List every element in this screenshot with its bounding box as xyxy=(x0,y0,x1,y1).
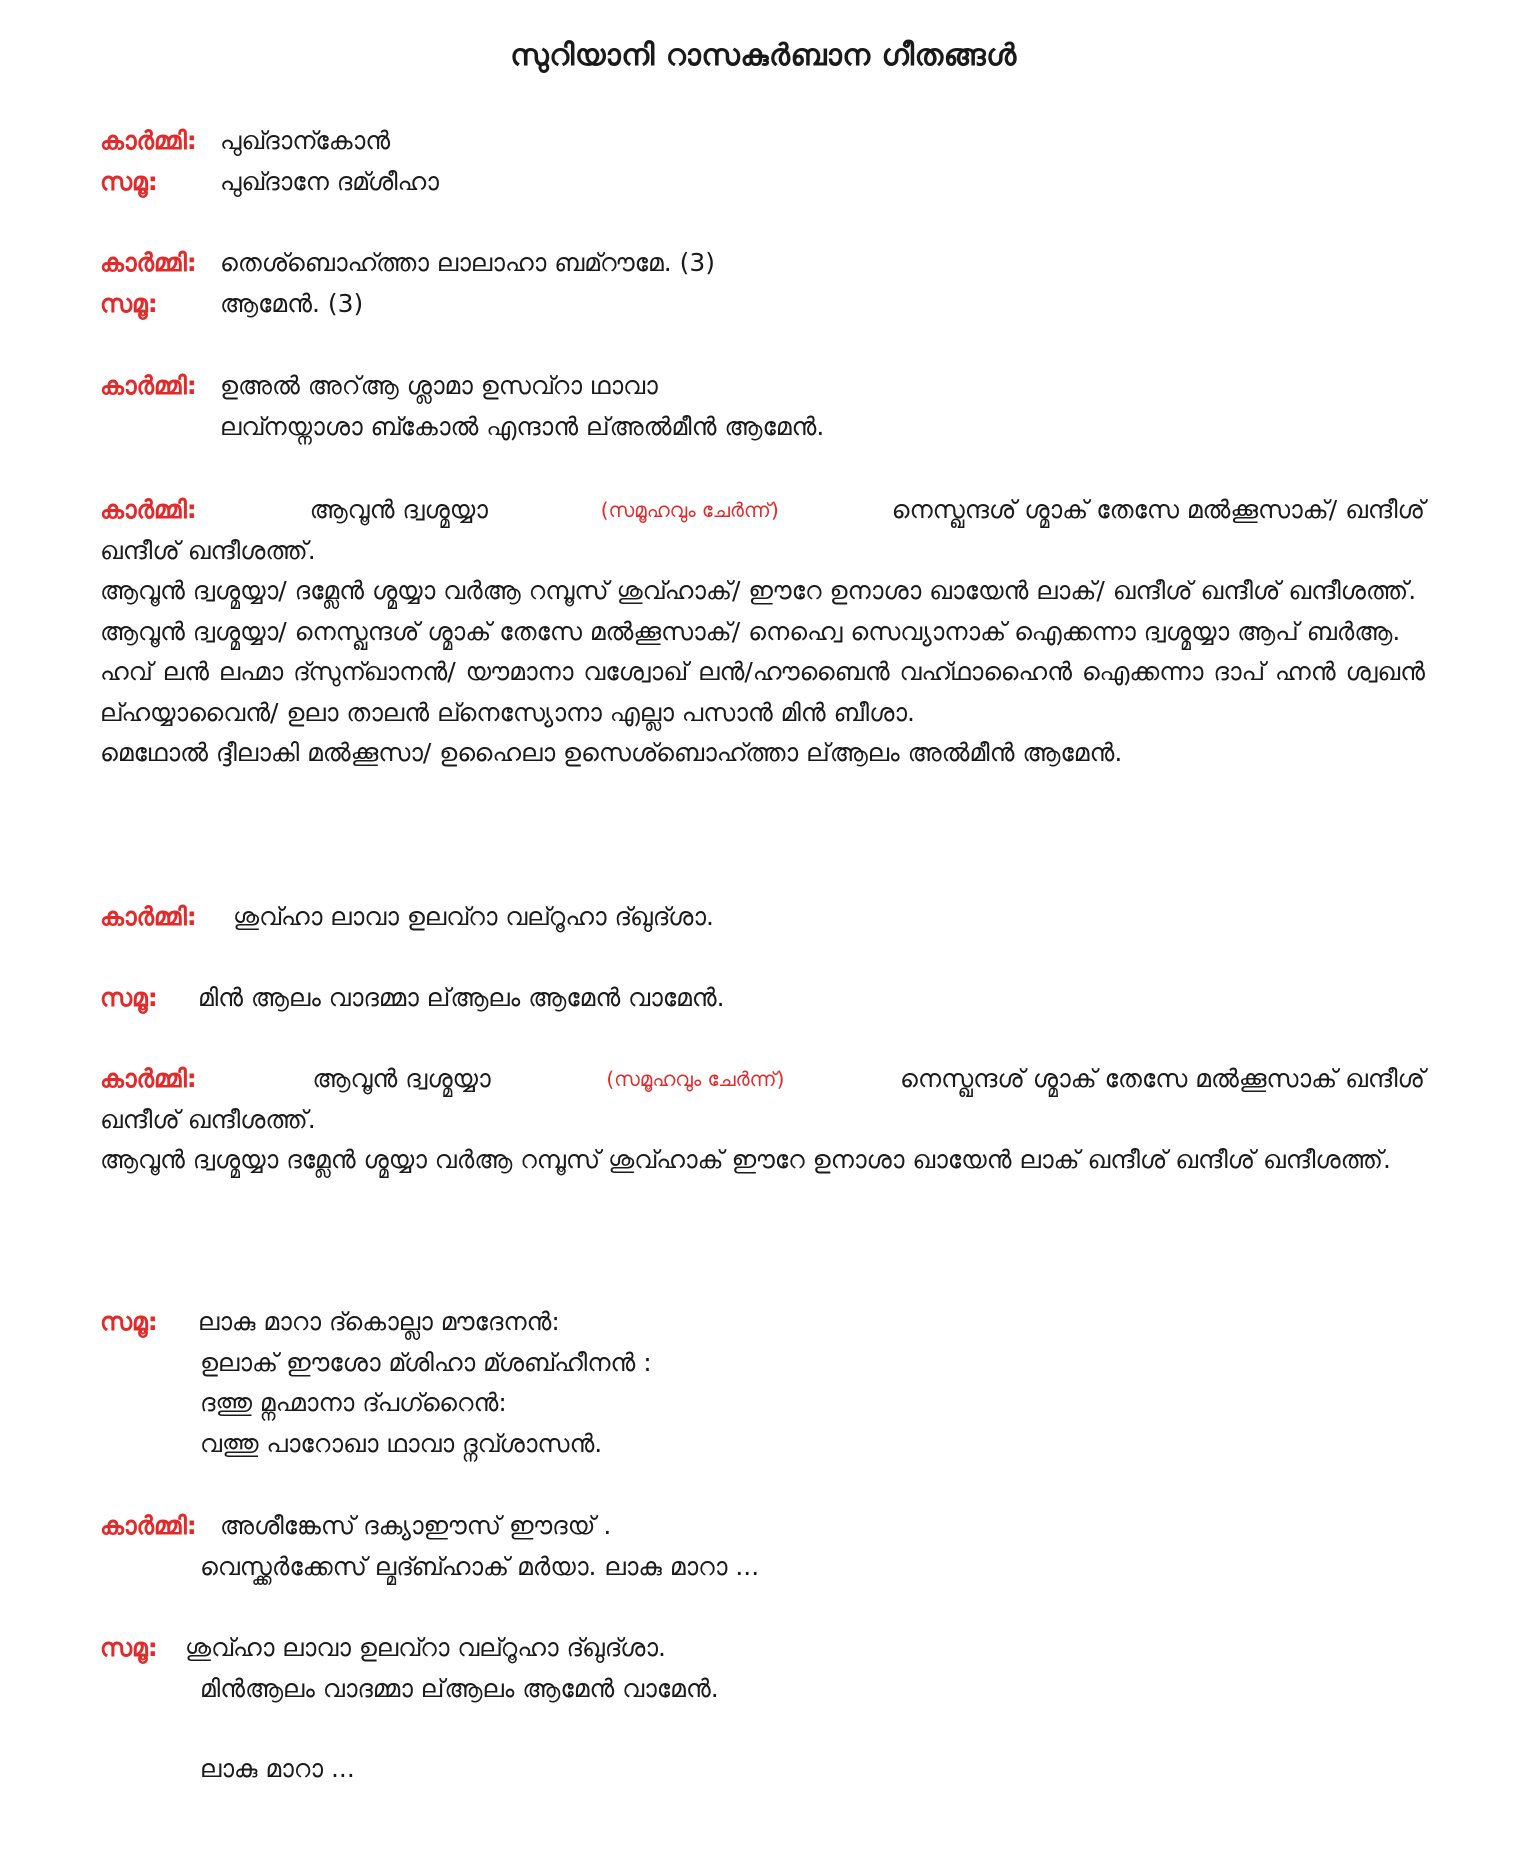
priest-text: ശുവ്ഹാ ലാവാ ഉലവ്റാ വല്റൂഹാ ദ്ഖുദ്ശാ. xyxy=(233,902,714,931)
priest-text: തെശ്ബൊഹ്ത്താ ലാലാഹാ ബമ്റൗമേ. (3) xyxy=(220,248,716,277)
speaker-congregation-label: സമൂ: xyxy=(100,1307,158,1336)
congregation-text-continued: ഉലാക് ഈശോ മ്ശിഹാ മ്ശബ്ഹീനൻ : xyxy=(200,1347,652,1377)
hymn-text: ഖന്ദീശ് ഖന്ദീശത്ത്. xyxy=(100,535,316,565)
section-9 xyxy=(100,1506,1425,1587)
hymn-text: നെസ്ഖന്ദശ് ശ്മാക് തേസേ മൽക്കൂസാക്/ ഖന്ദീശ് xyxy=(891,495,1425,524)
section-6 xyxy=(100,978,1425,1019)
hymn-paragraph: മെഥോൽ ദ്ദീലാകി മൽക്കൂസാ/ ഉഹൈലാ ഉസെശ്ബൊഹ്ത്താ ല്ആലം അൽമീൻ ആമേൻ. xyxy=(100,738,1123,767)
section-2 xyxy=(100,243,1425,324)
speaker-congregation-label: സമൂ: xyxy=(100,983,158,1012)
section-3 xyxy=(100,366,1425,447)
congregation-line xyxy=(100,284,1425,325)
congregation-text: പുഖ്ദാനേ ദമ്ശീഹാ xyxy=(220,166,439,196)
hymn-paragraph: ആവൂൻ ദ്വശ്മയ്യാ/ നെസ്ഖന്ദശ് ശ്മാക് തേസേ മൽക്കൂസാക്/ നെഹ്വെ സെവ്യാനാക് ഐക്കന്നാ ദ്വശ്മയ്യാ ആപ് ബർആ. xyxy=(100,616,1401,646)
priest-line xyxy=(100,243,1425,284)
speaker-priest-label: കാർമ്മി: xyxy=(100,126,197,155)
priest-text-continued: വെസ്ക്കർക്കേസ് ല്മദ്ബ്ഹാക് മർയാ. ലാകു മാറാ ... xyxy=(200,1551,760,1581)
congregation-text-continued: മിൻആലം വാദമ്മാ ല്ആലം ആമേൻ വാമേൻ. xyxy=(200,1673,719,1703)
hymn-text: ആവൂൻ ദ്വശ്മയ്യാ xyxy=(309,495,488,524)
hymn-paragraph: ഹവ് ലൻ ലഹ്മാ ദ്സുന്ഖാനൻ/ യൗമാനാ വശ്വോഖ് ലൻ/ഹൗബൈൻ വഹ്ഥാഹൈൻ ഐക്കന്നാ ദാപ് ഹ്നൻ ശ്വഖൻ ല്ഹയ്യാവൈൻ/ ഉലാ താലൻ ല്നെസ്യോനാ എല്ലാ പസാൻ മിൻ ബീശാ. xyxy=(100,657,1425,727)
section-10 xyxy=(100,1628,1425,1790)
congregation-line xyxy=(100,162,1425,203)
congregation-text: ആമേൻ. (3) xyxy=(220,288,364,318)
hymn-text: ഖന്ദീശ് ഖന്ദീശത്ത്. xyxy=(100,1104,316,1134)
priest-line xyxy=(100,1059,1425,1100)
speaker-priest-label: കാർമ്മി: xyxy=(100,1511,197,1540)
congregation-text: ശുവ്ഹാ ലാവാ ഉലവ്റാ വല്റൂഹാ ദ്ഖുദ്ശാ. xyxy=(185,1633,666,1662)
speaker-congregation-label: സമൂ: xyxy=(100,288,158,318)
priest-text: ഉഅൽ അറ്ആ ശ്ലാമാ ഉസവ്റാ ഥാവാ xyxy=(220,371,658,400)
congregation-text: മിൻ ആലം വാദമ്മാ ല്ആലം ആമേൻ വാമേൻ. xyxy=(198,983,725,1012)
section-5 xyxy=(100,897,1425,938)
priest-text-continued: ലവ്നയ്നാശാ ബ്കോൽ എന്ദാൻ ല്അൽമീൻ ആമേൻ. xyxy=(220,411,825,441)
page-title: സുറിയാനി റാസകുർബാന ഗീതങ്ങൾ xyxy=(510,38,1017,73)
priest-text: അശീങ്കേസ് ദക്യാഈസ് ഈദയ് . xyxy=(220,1511,612,1540)
rubric-note: (സമൂഹവും ചേർന്ന്) xyxy=(600,498,779,522)
priest-text: പുഖ്ദാന്കോൻ xyxy=(220,126,391,155)
speaker-priest-label: കാർമ്മി: xyxy=(100,248,197,277)
section-8 xyxy=(100,1302,1425,1464)
priest-line xyxy=(100,121,1425,162)
speaker-priest-label: കാർമ്മി: xyxy=(100,1064,197,1093)
congregation-text-continued: വത്തു പാറോഖാ ഥാവാ ദ്നവ്ശാസൻ. xyxy=(200,1428,603,1458)
speaker-congregation-label: സമൂ: xyxy=(100,1633,158,1662)
congregation-line xyxy=(100,978,1425,1019)
speaker-priest-label: കാർമ്മി: xyxy=(100,371,197,400)
speaker-congregation-label: സമൂ: xyxy=(100,166,158,196)
priest-line xyxy=(100,366,1425,407)
hymn-text: നെസ്ഖന്ദശ് ശ്മാക് തേസേ മൽക്കൂസാക് ഖന്ദീശ് xyxy=(900,1064,1425,1093)
priest-line xyxy=(100,490,1425,531)
speaker-priest-label: കാർമ്മി: xyxy=(100,495,197,524)
hymn-paragraph: ആവൂൻ ദ്വശ്മയ്യാ ദമ്ലേൻ ശ്മയ്യാ വർആ റമ്പൂസ് ശുവ്ഹാക് ഈറേ ഉനാശാ ഖായേൻ ലാക് ഖന്ദീശ് ഖന്ദീശ് ഖന്ദീശത്ത്. xyxy=(100,1145,1391,1174)
congregation-line xyxy=(100,1628,1425,1669)
speaker-priest-label: കാർമ്മി: xyxy=(100,902,197,931)
rubric-note: (സമൂഹവും ചേർന്ന്) xyxy=(606,1067,785,1091)
refrain-cue: ലാകു മാറാ ... xyxy=(200,1754,355,1783)
section-4 xyxy=(100,490,1425,774)
priest-line xyxy=(100,897,1425,938)
congregation-text-continued: ദത്തു മ്നഹ്മാനാ ദ്പഗ്റൈൻ: xyxy=(200,1388,507,1417)
section-7 xyxy=(100,1059,1425,1181)
hymn-paragraph: ആവൂൻ ദ്വശ്മയ്യാ/ ദമ്ലേൻ ശ്മയ്യാ വർആ റമ്പൂസ് ശുവ്ഹാക്/ ഈറേ ഉനാശാ ഖായേൻ ലാക്/ ഖന്ദീശ് ഖന്ദീശ് ഖന്ദീശത്ത്. xyxy=(100,576,1417,605)
congregation-text: ലാകു മാറാ ദ്കൊല്ലാ മൗദേനൻ: xyxy=(198,1307,560,1336)
hymn-text: ആവൂൻ ദ്വശ്മയ്യാ xyxy=(312,1064,491,1093)
congregation-line xyxy=(100,1302,1425,1343)
section-1 xyxy=(100,121,1425,202)
priest-line xyxy=(100,1506,1425,1547)
